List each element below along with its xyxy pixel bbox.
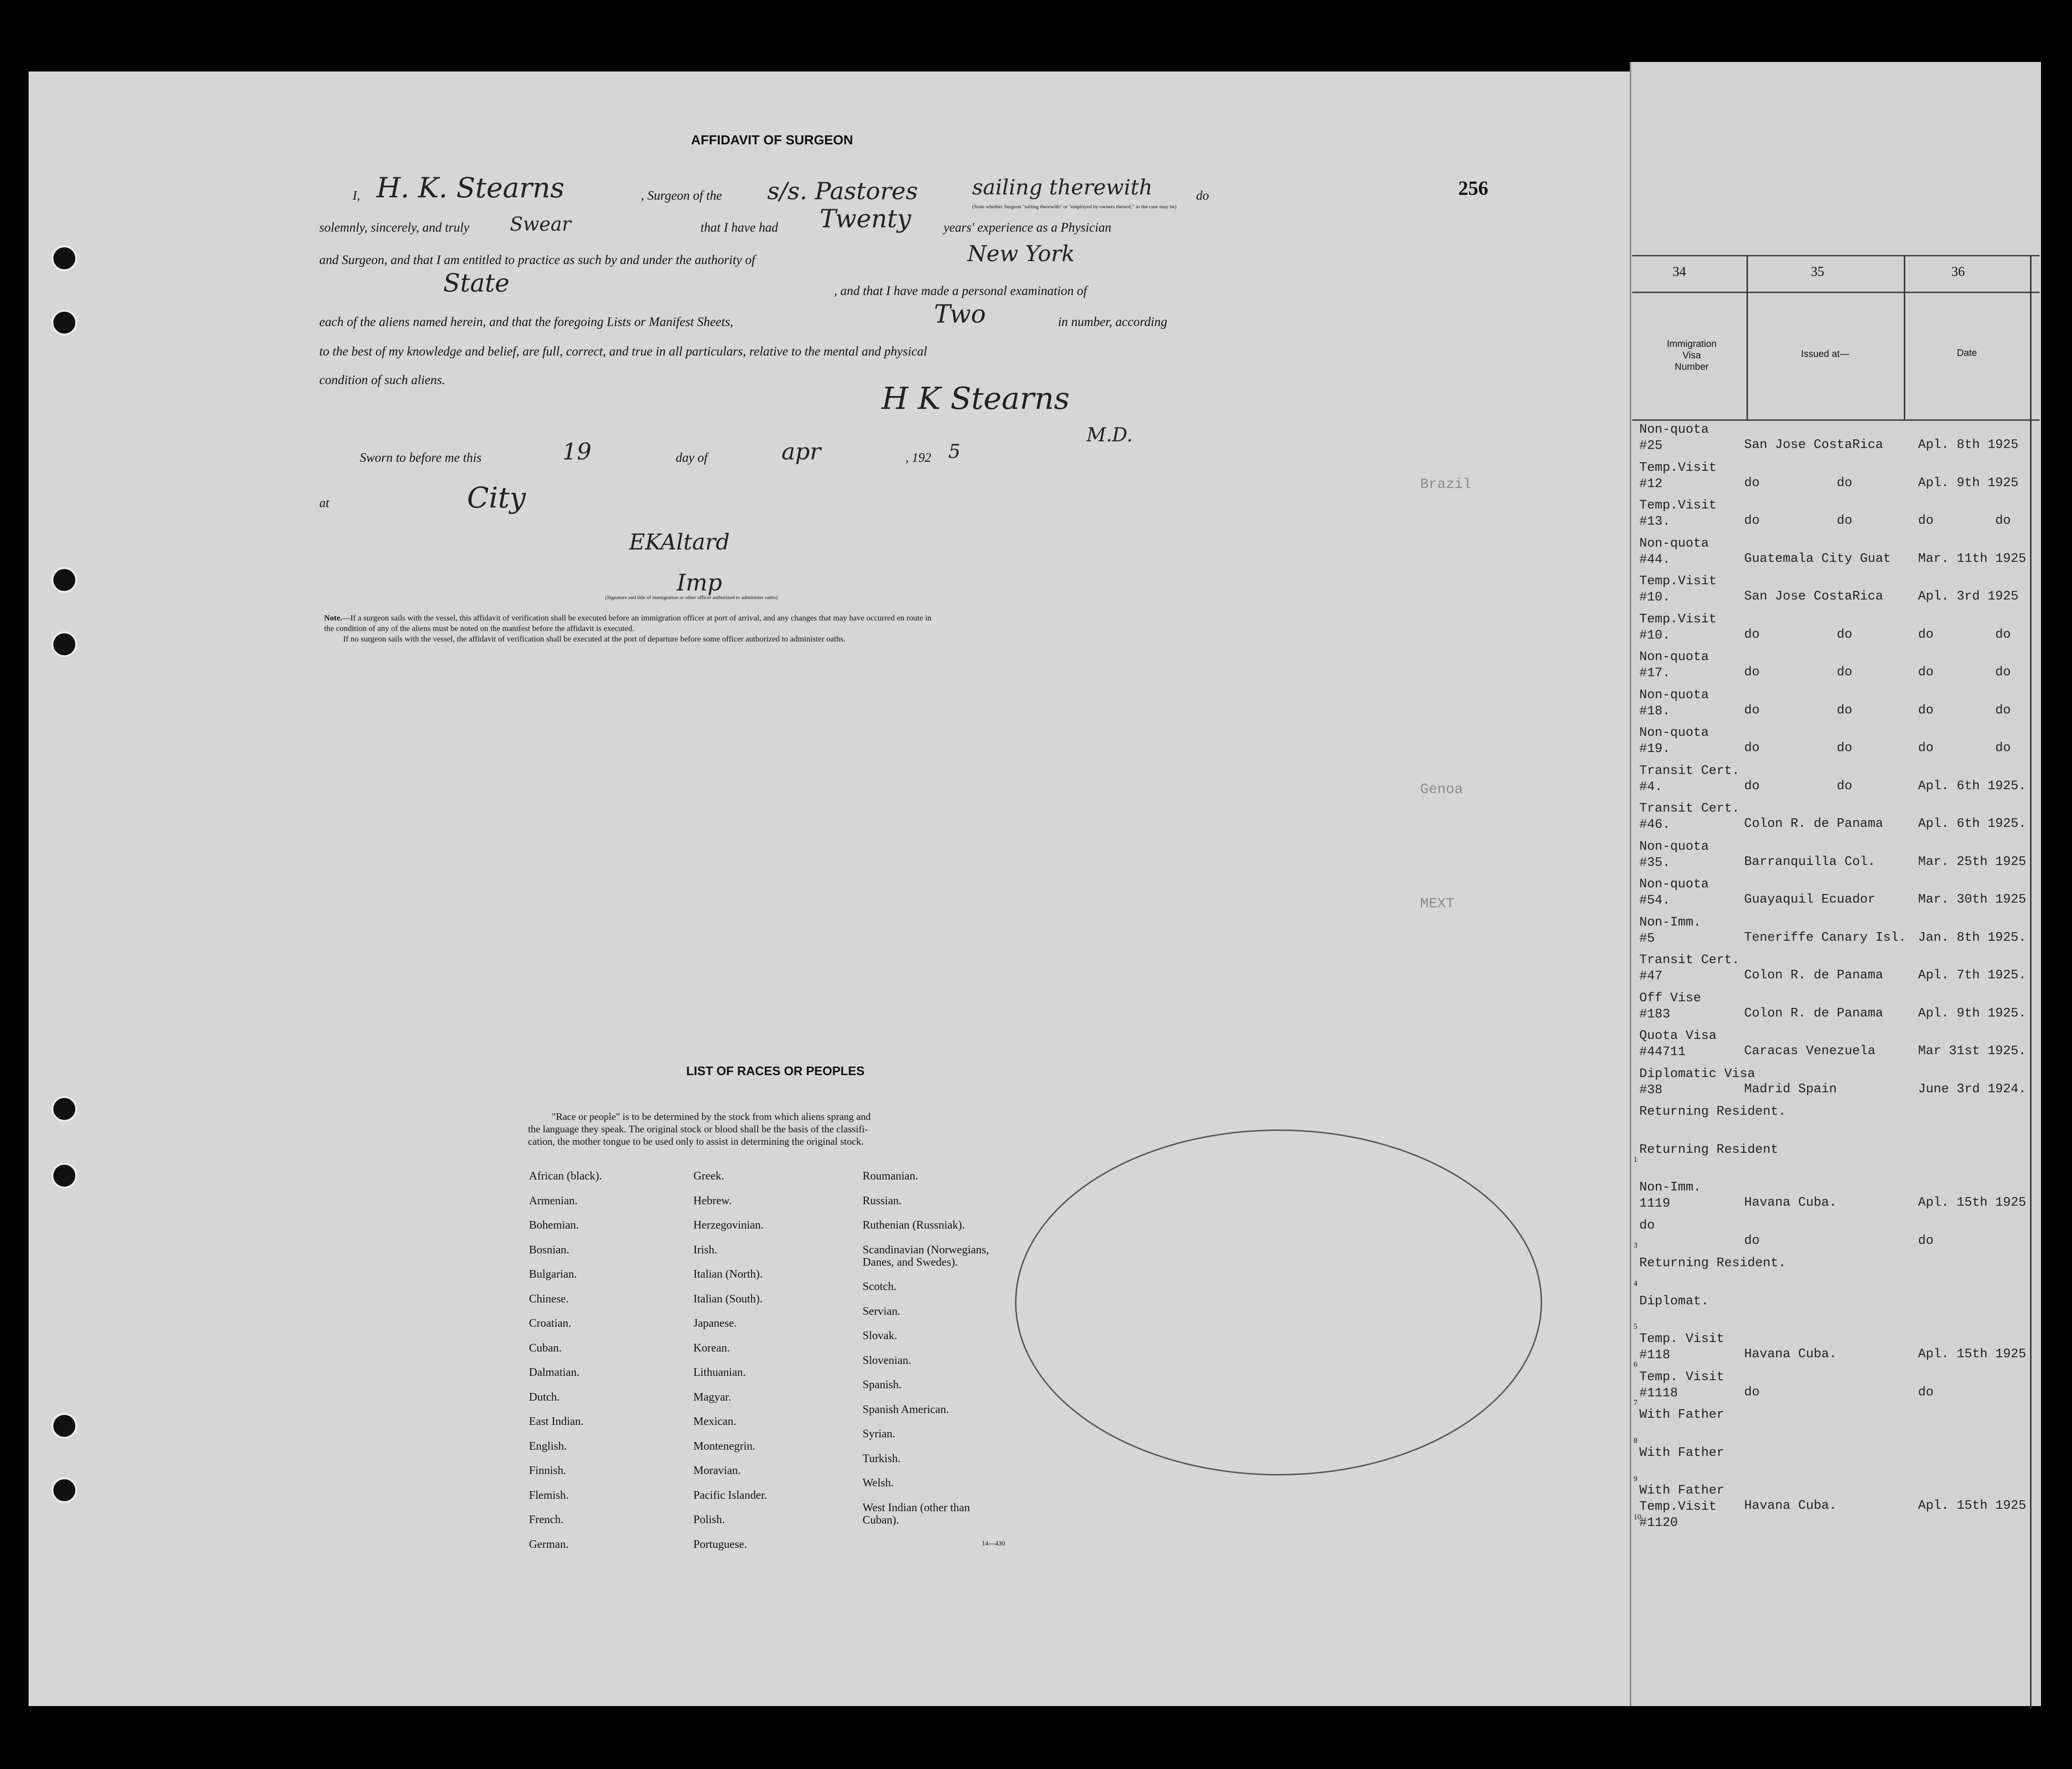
table-right-edge: [2030, 255, 2031, 1708]
visa-number-cell: Temp. Visit #118: [1639, 1332, 1725, 1362]
date-cell: Apl. 7th 1925.: [1918, 968, 2026, 983]
officer-signature: EKAltard: [629, 529, 730, 555]
margin-line-number: 1: [1634, 1156, 1637, 1164]
col-number-34: 34: [1673, 264, 1686, 279]
affidavit-page: [29, 71, 1649, 1706]
table-column-divider: [1904, 255, 1905, 419]
bleed-through-text: Genoa: [1420, 782, 1463, 798]
col-number-35: 35: [1811, 264, 1824, 279]
line-5-prefix: each of the aliens named herein, and that the foregoing Lists or Manifest Sheets,: [319, 315, 733, 329]
table-number-rule: [1632, 292, 2040, 293]
issued-at-cell: San Jose CostaRica: [1744, 590, 1883, 604]
visa-number-cell: Temp.Visit #13.: [1639, 498, 1717, 529]
visa-number-cell: Returning Resident.: [1639, 1256, 1786, 1271]
line-6: to the best of my knowledge and belief, are full, correct, and true in all particulars, relative to the mental and physical: [319, 344, 927, 358]
date-cell: Apl. 9th 1925.: [1918, 1006, 2026, 1021]
issued-at-cell: Madrid Spain: [1744, 1082, 1837, 1097]
date-cell: Apl. 6th 1925.: [1918, 779, 2026, 793]
races-intro-1: "Race or people" is to be determined by the stock from which aliens sprang and: [552, 1111, 871, 1122]
visa-number-cell: Transit Cert. #46.: [1639, 802, 1740, 832]
issued-at-cell: Colon R. de Panama: [1744, 817, 1883, 831]
race-entry: Chinese.: [529, 1292, 569, 1305]
sworn-prefix: Sworn to before me this: [360, 450, 482, 465]
margin-line-number: 9: [1634, 1475, 1637, 1483]
sailing-status: sailing therewith: [972, 175, 1153, 200]
line-7: condition of such aliens.: [319, 373, 445, 387]
date-cell: do do: [1918, 627, 2011, 642]
date-cell: Mar. 11th 1925: [1918, 551, 2026, 566]
punch-hole: [51, 567, 77, 593]
issued-at-cell: Teneriffe Canary Isl.: [1744, 930, 1907, 945]
visa-number-cell: With Father Temp.Visit #1120: [1639, 1484, 1725, 1530]
visa-number-cell: With Father: [1639, 1408, 1725, 1422]
authority-2: State: [443, 269, 510, 298]
race-entry: Irish.: [693, 1243, 717, 1256]
races-intro: [528, 1110, 871, 1148]
visa-number-cell: Non-quota #17.: [1639, 650, 1709, 681]
date-cell: Mar. 25th 1925: [1918, 854, 2026, 869]
race-entry: Cuban.: [529, 1342, 562, 1354]
race-entry: Scandinavian (Norwegians,: [863, 1243, 989, 1256]
sworn-year: 5: [948, 441, 961, 463]
race-entry: French.: [529, 1514, 564, 1526]
date-cell: do do: [1918, 741, 2011, 755]
date-cell: Apl. 9th 1925: [1918, 476, 2019, 490]
issued-at-cell: do do: [1744, 703, 1852, 718]
at-label: at: [319, 496, 330, 510]
date-cell: do do: [1918, 703, 2011, 718]
race-entry: Greek.: [693, 1170, 724, 1182]
visa-number-cell: Diplomat.: [1639, 1294, 1709, 1309]
visa-number-cell: Non-quota #18.: [1639, 688, 1709, 719]
visa-number-cell: Non-quota #25: [1639, 423, 1709, 453]
punch-hole: [51, 1477, 77, 1503]
race-entry: Danes, and Swedes).: [863, 1256, 958, 1269]
race-entry: Italian (South).: [693, 1292, 763, 1305]
issued-at-cell: Barranquilla Col.: [1744, 854, 1876, 869]
issued-at-cell: Guatemala City Guat: [1744, 551, 1891, 566]
race-entry: Ruthenian (Russniak).: [863, 1219, 965, 1231]
line-2-end: years' experience as a Physician: [944, 220, 1112, 234]
race-entry: Croatian.: [529, 1317, 571, 1330]
note-label: Note.: [324, 613, 343, 622]
bleed-through-text: Brazil: [1420, 477, 1472, 493]
visa-number-cell: Quota Visa #44711: [1639, 1029, 1717, 1059]
race-entry: Herzegovinian.: [693, 1219, 764, 1231]
date-cell: do do: [1918, 665, 2011, 680]
race-entry: Moravian.: [693, 1464, 741, 1477]
race-entry: Russian.: [863, 1194, 902, 1207]
date-cell: do: [1918, 1385, 1934, 1400]
race-entry: German.: [529, 1538, 569, 1551]
date-cell: June 3rd 1924.: [1918, 1082, 2026, 1097]
punch-hole: [51, 1096, 77, 1122]
race-entry: Slovak.: [863, 1330, 897, 1342]
margin-line-number: 10: [1634, 1513, 1641, 1521]
issued-at-cell: Colon R. de Panama: [1744, 1006, 1883, 1021]
col-number-36: 36: [1951, 264, 1965, 279]
race-entry: Syrian.: [863, 1428, 895, 1440]
surgeon-name: H. K. Stearns: [376, 172, 565, 204]
visa-number-cell: Temp.Visit #10.: [1639, 574, 1717, 605]
visa-number-cell: Returning Resident.: [1639, 1105, 1786, 1119]
date-cell: Apl. 15th 1925: [1918, 1499, 2026, 1513]
punch-hole: [51, 1163, 77, 1189]
race-entry: English.: [529, 1440, 567, 1453]
date-cell: Apl. 15th 1925: [1918, 1196, 2026, 1210]
officer-title: Imp: [677, 569, 722, 596]
blank-oval-stamp: [1015, 1129, 1542, 1475]
visa-number-cell: With Father: [1639, 1445, 1725, 1460]
sworn-month: apr: [782, 438, 821, 465]
table-top-rule: [1632, 255, 2040, 256]
margin-line-number: 5: [1634, 1322, 1637, 1331]
races-intro-3: cation, the mother tongue to be used only to assist in determining the original stock.: [528, 1136, 864, 1147]
header-visa-number: Immigration Visa Number: [1666, 339, 1717, 372]
punch-hole: [51, 310, 77, 336]
day-of-label: day of: [676, 450, 708, 465]
officer-caption: (Signature and title of immigration or other officer authorized to administer oaths): [605, 595, 778, 600]
race-entry: Cuban).: [863, 1514, 899, 1526]
issued-at-cell: do do: [1744, 476, 1852, 490]
race-entry: Scotch.: [863, 1281, 897, 1293]
margin-line-number: 4: [1634, 1280, 1637, 1288]
punch-hole: [51, 1413, 77, 1439]
race-entry: Pacific Islander.: [693, 1489, 767, 1502]
race-entry: Bulgarian.: [529, 1268, 577, 1281]
issued-at-cell: Caracas Venezuela: [1744, 1044, 1876, 1058]
visa-number-cell: Temp.Visit #10.: [1639, 612, 1717, 643]
visa-number-cell: do: [1639, 1218, 1655, 1233]
punch-hole: [51, 631, 77, 657]
race-entry: Spanish American.: [863, 1403, 949, 1416]
issued-at-cell: do do: [1744, 779, 1852, 793]
race-entry: Turkish.: [863, 1452, 901, 1465]
page-number: 256: [1458, 178, 1488, 200]
visa-number-cell: Temp. Visit #1118: [1639, 1370, 1725, 1401]
race-entry: Bosnian.: [529, 1243, 569, 1256]
line-4-end: , and that I have made a personal examination of: [834, 284, 1087, 298]
race-entry: Armenian.: [529, 1194, 578, 1207]
race-entry: Bohemian.: [529, 1219, 579, 1231]
punch-hole: [51, 245, 77, 271]
issued-at-cell: Havana Cuba.: [1744, 1499, 1837, 1513]
date-cell: Apl. 3rd 1925: [1918, 590, 2019, 604]
sworn-place: City: [467, 481, 526, 515]
issued-at-cell: do do: [1744, 665, 1852, 680]
races-intro-2: the language they speak. The original stock or blood shall be the basis of the classifi-: [528, 1123, 868, 1135]
date-cell: Mar 31st 1925.: [1918, 1044, 2026, 1058]
races-title: LIST OF RACES OR PEOPLES: [686, 1064, 865, 1078]
visa-number-cell: Transit Cert. #4.: [1639, 763, 1740, 794]
date-cell: do do: [1918, 514, 2011, 528]
note-line-2: the condition of any of the aliens must be noted on the manifest before the affidavit is executed.: [324, 624, 635, 633]
race-entry: Servian.: [863, 1305, 901, 1318]
visa-number-cell: Non-quota #35.: [1639, 839, 1709, 870]
issued-at-cell: San Jose CostaRica: [1744, 438, 1883, 452]
margin-line-number: 3: [1634, 1241, 1637, 1250]
margin-line-number: 7: [1634, 1399, 1637, 1407]
visa-number-cell: Returning Resident: [1639, 1142, 1778, 1157]
issued-at-cell: do do: [1744, 514, 1852, 528]
race-entry: Korean.: [693, 1342, 730, 1354]
visa-number-cell: Off Vise #183: [1639, 991, 1701, 1022]
issued-at-cell: do do: [1744, 741, 1852, 755]
oath-word: Swear: [510, 214, 571, 235]
line-3: and Surgeon, and that I am entitled to practice as such by and under the authority of: [319, 253, 755, 267]
note-line-3: If no surgeon sails with the vessel, the affidavit of verification shall be executed at the port of departure before some officer authorized to administer oaths.: [343, 634, 846, 643]
race-entry: Flemish.: [529, 1489, 569, 1502]
affidavit-note: [324, 613, 932, 644]
issued-at-cell: Colon R. de Panama: [1744, 968, 1883, 983]
header-date: Date: [1957, 348, 1977, 358]
issued-at-cell: do do: [1744, 627, 1852, 642]
authority-1: New York: [967, 241, 1075, 266]
visa-number-cell: Non-Imm. #5: [1639, 915, 1701, 946]
race-entry: Welsh.: [863, 1477, 894, 1489]
header-issued-at: Issued at—: [1801, 349, 1849, 359]
race-entry: Finnish.: [529, 1464, 567, 1477]
issued-at-cell: Havana Cuba.: [1744, 1347, 1837, 1362]
visa-number-cell: Non-quota #44.: [1639, 536, 1709, 567]
visa-number-cell: Non-quota #54.: [1639, 877, 1709, 908]
visa-number-cell: Diplomatic Visa #38: [1639, 1067, 1756, 1098]
table-column-divider: [1747, 255, 1748, 419]
years-experience: Twenty: [820, 205, 911, 234]
race-entry: Portuguese.: [693, 1538, 747, 1551]
race-entry: Magyar.: [693, 1391, 731, 1403]
issued-at-cell: do: [1744, 1233, 1760, 1248]
date-cell: Apl. 15th 1925: [1918, 1347, 2026, 1362]
margin-line-number: 6: [1634, 1361, 1637, 1369]
race-entry: Lithuanian.: [693, 1366, 746, 1379]
issued-at-cell: do: [1744, 1385, 1760, 1400]
race-entry: Dalmatian.: [529, 1366, 579, 1379]
issued-at-cell: Guayaquil Ecuador: [1744, 893, 1876, 907]
vessel-name: s/s. Pastores: [767, 177, 918, 205]
affidavit-title: AFFIDAVIT OF SURGEON: [691, 132, 853, 147]
sworn-day: 19: [562, 438, 592, 465]
race-entry: East Indian.: [529, 1415, 584, 1428]
race-entry: Slovenian.: [863, 1354, 911, 1367]
affidavit-line-1: [353, 188, 360, 203]
race-entry: Mexican.: [693, 1415, 736, 1428]
date-cell: Apl. 8th 1925: [1918, 438, 2019, 452]
race-entry: Montenegrin.: [693, 1440, 755, 1453]
line-5-end: in number, according: [1058, 315, 1168, 329]
race-entry: Spanish.: [863, 1379, 902, 1391]
surgeon-signature: H K Stearns: [882, 381, 1070, 417]
sheet-count: Two: [934, 300, 986, 329]
race-entry: Italian (North).: [693, 1268, 763, 1281]
race-entry: West Indian (other than: [863, 1501, 970, 1514]
date-cell: Apl. 6th 1925.: [1918, 817, 2026, 831]
bleed-through-text: MEXT: [1420, 896, 1455, 912]
note-line-1: —If a surgeon sails with the vessel, this affidavit of verification shall be executed before an immigration officer at port of arrival, and any changes that may have occurred en route in: [342, 613, 932, 622]
line-2-prefix: solemnly, sincerely, and truly: [319, 220, 469, 234]
margin-line-number: 8: [1634, 1437, 1637, 1445]
table-header-rule: [1632, 419, 2040, 421]
race-entry: Japanese.: [693, 1317, 737, 1330]
sworn-year-prefix: , 192: [905, 450, 931, 465]
visa-number-cell: Non-quota #19.: [1639, 726, 1709, 756]
race-entry: Dutch.: [529, 1391, 560, 1403]
date-cell: Jan. 8th 1925.: [1918, 930, 2026, 945]
race-entry: Polish.: [693, 1514, 725, 1526]
line-1-mid: , Surgeon of the: [641, 188, 722, 203]
surgeon-status-note: (State whether Surgeon "sailing therewith" or "employed by owners thereof," as the case may be): [972, 204, 1177, 210]
visa-number-cell: Temp.Visit #12: [1639, 460, 1717, 491]
line-2-mid: that I have had: [701, 220, 778, 234]
visa-number-cell: Transit Cert. #47: [1639, 953, 1740, 984]
line-1-end: do: [1196, 188, 1209, 203]
race-entry: Roumanian.: [863, 1170, 918, 1182]
line-1-prefix: I,: [353, 188, 360, 203]
race-entry: Hebrew.: [693, 1194, 732, 1207]
signature-md: M.D.: [1087, 424, 1133, 446]
issued-at-cell: Havana Cuba.: [1744, 1196, 1837, 1210]
date-cell: do: [1918, 1233, 1934, 1248]
race-entry: African (black).: [529, 1170, 602, 1182]
visa-number-cell: Non-Imm. 1119: [1639, 1180, 1701, 1211]
form-code: 14—430: [982, 1540, 1005, 1547]
date-cell: Mar. 30th 1925: [1918, 893, 2026, 907]
